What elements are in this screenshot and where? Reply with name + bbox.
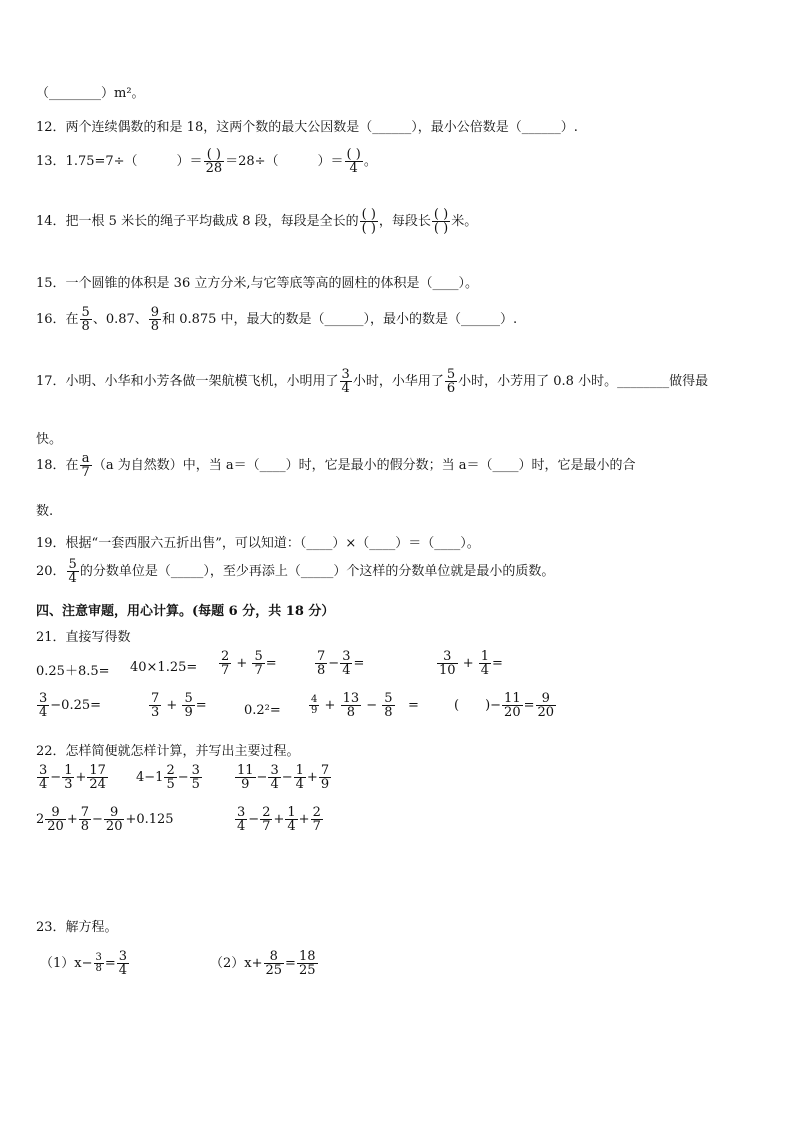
q20-fraction: $\frac{5}{4}$ <box>68 557 77 586</box>
q17-fraction-2: $\frac{5}{6}$ <box>446 367 456 396</box>
q21-item-1: 0.25＋8.5= <box>36 664 110 679</box>
q20-part-a: 20． <box>36 564 66 579</box>
q23-equation-2: （2）x+ $\frac{8}{25}$ = $\frac{18}{25}$ <box>210 949 316 978</box>
question-19: 19．根据“一套西服六五折出售”，可以知道：（____）×（____）＝（____）。 <box>36 536 480 551</box>
q17-part-b: 小时，小华用了 <box>352 374 444 389</box>
q11-tail: （________）m²。 <box>36 86 145 101</box>
question-15: 15．一个圆锥的体积是 36 立方分米,与它等底等高的圆柱的体积是（____）。 <box>36 276 478 291</box>
q13-fraction-1: $\frac{( )}{28}$ <box>205 147 223 176</box>
question-16 <box>36 306 517 333</box>
question-14 <box>36 208 477 235</box>
q21-item-8: 0.2²= <box>244 703 281 718</box>
q23-equation-1: （1）x− $\frac{3}{8}$ = $\frac{3}{4}$ <box>40 949 128 978</box>
q17-part-a: 17．小明、小华和小芳各做一架航模飞机，小明用了 <box>36 374 339 389</box>
section-4-heading: 四、注意审题，用心计算。(每题 6 分，共 18 分） <box>36 604 335 619</box>
q13-part-a: 1.75=7÷（ ）＝ <box>65 154 203 169</box>
q21-item-10: ( )− $\frac{11}{20}$ = $\frac{9}{20}$ <box>454 691 555 720</box>
question-17 <box>36 368 708 395</box>
q22-expression-1: $\frac{3}{4}$ − $\frac{1}{3}$ + $\frac{17}{24}$ <box>39 763 106 792</box>
q21-title: 21．直接写得数 <box>36 630 131 645</box>
q16-part-c: 和 0.875 中，最大的数是（______），最小的数是（______）. <box>162 312 518 327</box>
q13-part-b: ＝28÷（ ）＝ <box>225 154 344 169</box>
q21-item-9: $\frac{4}{9}$ + $\frac{13}{8}$ − $\frac{5}{8}$ = <box>311 691 419 720</box>
q18-part-a: 18．在 <box>36 458 79 473</box>
q21-item-3: $\frac{2}{7}$ + $\frac{5}{7}$ = <box>221 649 277 678</box>
question-18 <box>36 452 635 479</box>
question-13 <box>36 148 377 175</box>
q22-title: 22．怎样简便就怎样计算，并写出主要过程。 <box>36 744 300 759</box>
q21-item-5: $\frac{3}{10}$ + $\frac{1}{4}$ = <box>439 649 503 678</box>
question-20 <box>36 558 554 585</box>
q17-part-c: 小时，小芳用了 0.8 小时。________做得最 <box>458 374 709 389</box>
q13-number: 13． <box>36 154 66 169</box>
q18-fraction: $\frac{a}{7}$ <box>81 451 90 480</box>
q22-expression-2: 4−1 $\frac{2}{5}$ − $\frac{3}{5}$ <box>136 763 200 792</box>
q22-expression-4: 2 $\frac{9}{20}$ + $\frac{7}{8}$ − $\frac{9}{20}$ +0.125 <box>36 805 174 834</box>
q16-part-a: 16．在 <box>36 312 79 327</box>
q16-fraction-1: $\frac{5}{8}$ <box>81 305 90 334</box>
q13-fraction-2: $\frac{( )}{4}$ <box>346 147 361 176</box>
question-12: 12．两个连续偶数的和是 18，这两个数的最大公因数是（______），最小公倍数是（______）. <box>36 120 578 135</box>
q14-part-c: 米。 <box>451 214 478 229</box>
q20-part-b: 的分数单位是（_____），至少再添上（_____）个这样的分数单位就是最小的质数。 <box>79 564 555 579</box>
q18-continuation: 数. <box>36 504 54 519</box>
q14-part-a: 14．把一根 5 米长的绳子平均截成 8 段，每段是全长的 <box>36 214 359 229</box>
q21-item-2: 40×1.25= <box>130 660 198 675</box>
q21-item-6: $\frac{3}{4}$ −0.25= <box>39 691 102 720</box>
q18-part-b: （a 为自然数）中，当 a＝（____）时，它是最小的假分数；当 a＝（____）时，它是最小的合 <box>92 458 636 473</box>
q22-expression-5: $\frac{3}{4}$ − $\frac{2}{7}$ + $\frac{1}{4}$ + $\frac{2}{7}$ <box>237 805 321 834</box>
q14-fraction-2: $\frac{( )}{( )}$ <box>433 207 449 236</box>
q14-fraction-1: $\frac{( )}{( )}$ <box>361 207 376 236</box>
q21-item-4: $\frac{7}{8}$ − $\frac{3}{4}$ = <box>317 649 365 678</box>
q23-title: 23．解方程。 <box>36 920 118 935</box>
q21-item-7: $\frac{7}{3}$ + $\frac{5}{9}$ = <box>151 691 207 720</box>
q17-fraction-1: $\frac{3}{4}$ <box>341 367 350 396</box>
q22-expression-3: $\frac{11}{9}$ − $\frac{3}{4}$ − $\frac{1}{4}$ + $\frac{7}{9}$ <box>237 763 330 792</box>
q14-part-b: ，每段长 <box>378 214 431 229</box>
q17-continuation: 快。 <box>36 432 63 447</box>
q16-part-b: 、0.87、 <box>92 312 148 327</box>
q13-end: 。 <box>363 154 377 169</box>
q16-fraction-2: $\frac{9}{8}$ <box>150 305 160 334</box>
